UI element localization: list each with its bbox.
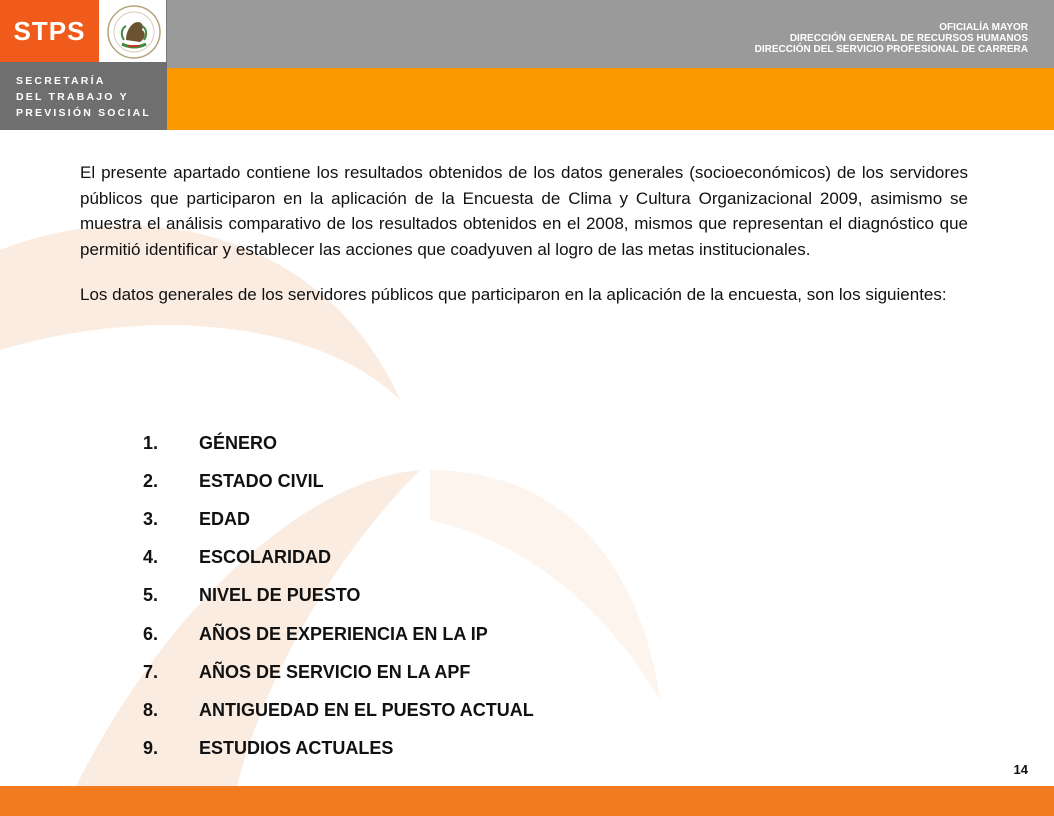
list-item-number: 7.	[143, 661, 159, 682]
organization-header	[755, 22, 1028, 55]
intro-paragraph: Los datos generales de los servidores públicos que participaron en la aplicación de la encuesta, son los siguientes:	[80, 285, 947, 304]
list-item-label: AÑOS DE EXPERIENCIA EN LA IP	[199, 623, 488, 644]
list-item	[143, 424, 534, 462]
logo-line: PREVISIÓN SOCIAL	[16, 107, 151, 119]
org-line: OFICIALÍA MAYOR	[939, 22, 1028, 33]
list-item-number: 9.	[143, 738, 159, 759]
list-item	[143, 691, 534, 729]
mexican-coat-of-arms-icon	[106, 4, 162, 60]
logo-acronym: STPS	[0, 0, 99, 62]
list-item-label: NIVEL DE PUESTO	[199, 585, 361, 606]
list-item-label: ANTIGUEDAD EN EL PUESTO ACTUAL	[199, 699, 534, 720]
list-item	[143, 462, 534, 500]
list-item-label: ESTUDIOS ACTUALES	[199, 738, 394, 759]
list-item	[143, 615, 534, 653]
list-item-number: 1.	[143, 432, 159, 453]
list-item-number: 5.	[143, 585, 159, 606]
logo-line: SECRETARÍA	[16, 75, 106, 87]
org-line: DIRECCIÓN GENERAL DE RECURSOS HUMANOS	[789, 33, 1028, 44]
list-item	[143, 577, 534, 615]
list-item-number: 4.	[143, 547, 159, 568]
list-item	[143, 500, 534, 538]
intro-text	[80, 160, 968, 328]
list-item-label: ESCOLARIDAD	[199, 547, 332, 568]
page-number: 14	[1013, 762, 1028, 777]
list-item-number: 3.	[143, 508, 159, 529]
org-line: DIRECCIÓN DEL SERVICIO PROFESIONAL DE CARRERA	[754, 44, 1028, 55]
stps-logo	[0, 0, 167, 130]
list-item-label: GÉNERO	[199, 432, 278, 453]
logo-ministry-name	[16, 73, 151, 121]
logo-line: DEL TRABAJO Y	[16, 91, 129, 103]
footer-bar	[0, 786, 1054, 816]
list-item-label: EDAD	[199, 508, 251, 529]
list-item-number: 6.	[143, 623, 159, 644]
list-item-number: 2.	[143, 470, 159, 491]
topics-list	[143, 424, 534, 768]
list-item-number: 8.	[143, 699, 159, 720]
list-item-label: AÑOS DE SERVICIO EN LA APF	[199, 661, 471, 682]
list-item	[143, 539, 534, 577]
list-item	[143, 653, 534, 691]
intro-paragraph: El presente apartado contiene los resultados obtenidos de los datos generales (socioeconómicos) de los servidores públicos que participaron en la aplicación de la Encuesta de Clima y Cultura Organizacional 2009, asimismo se muestra el análisis comparativo de los resultados obtenidos en el 2008, mismos que representan el diagnóstico que permitió identificar y establecer las acciones que coadyuven al logro de las metas institucionales.	[80, 163, 968, 259]
list-item-label: ESTADO CIVIL	[199, 470, 324, 491]
list-item	[143, 730, 534, 768]
